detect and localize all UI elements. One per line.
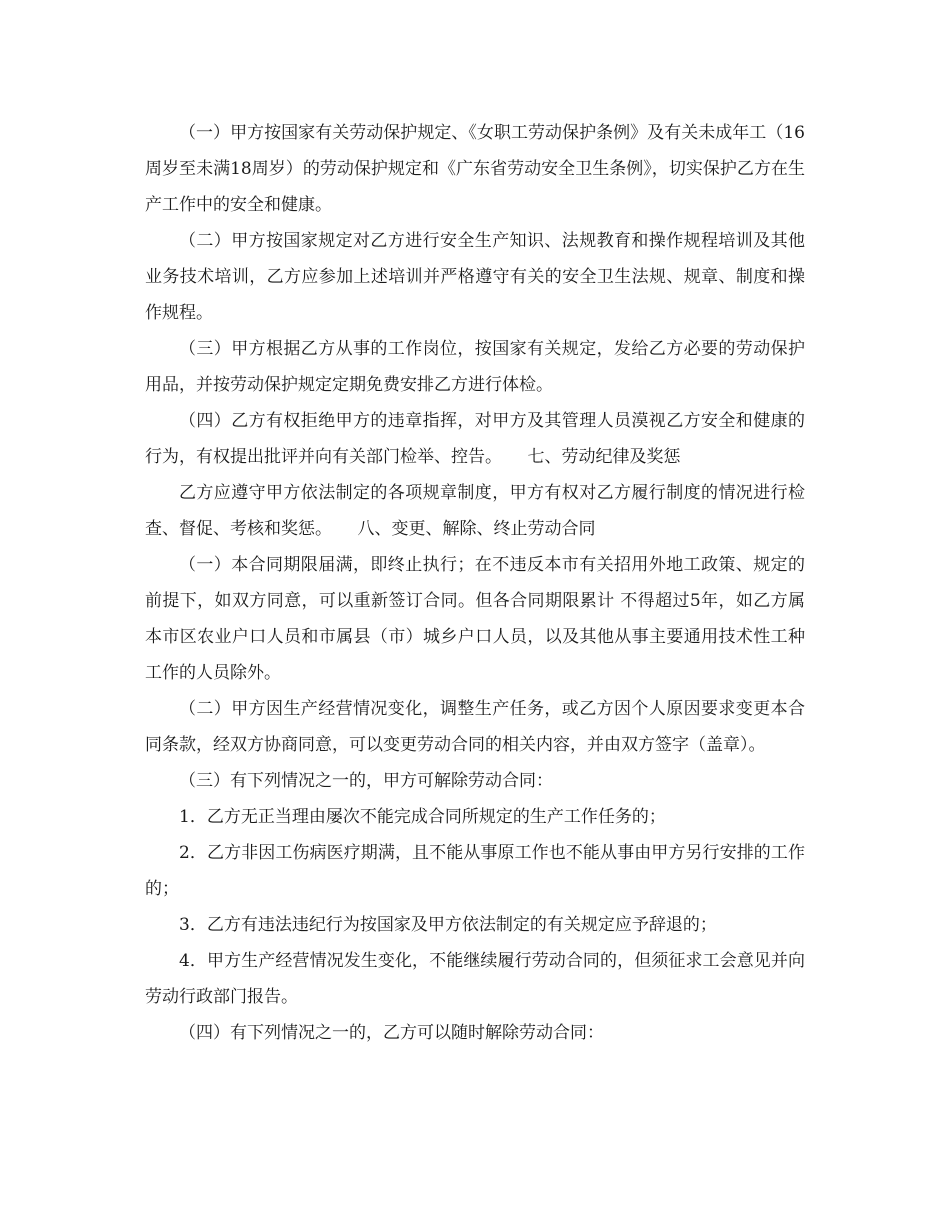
list-item-termination-2: 2．乙方非因工伤病医疗期满，且不能从事原工作也不能从事由甲方另行安排的工作的； (145, 843, 805, 899)
paragraph-employer-termination: （三）有下列情况之一的，甲方可解除劳动合同： (179, 771, 553, 791)
paragraph-labor-protection-1: （一）甲方按国家有关劳动保护规定、《女职工劳动保护条例》及有关未成年工（16周岁至未满18周岁）的劳动保护规定和《广东省劳动安全卫生条例》，切实保护乙方在生产工作中的安全和健康。 (145, 123, 805, 215)
list-item-termination-1: 1．乙方无正当理由屡次不能完成合同所规定的生产工作任务的； (179, 807, 666, 827)
paragraph-labor-protection-2: （二）甲方按国家规定对乙方进行安全生产知识、法规教育和操作规程培训及其他业务技术培训，乙方应参加上述培训并严格遵守有关的安全卫生法规、规章、制度和操作规程。 (145, 231, 805, 323)
list-item-termination-4: 4．甲方生产经营情况发生变化，不能继续履行劳动合同的，但须征求工会意见并向劳动行政部门报告。 (145, 951, 805, 1007)
list-item-termination-3: 3．乙方有违法违纪行为按国家及甲方依法制定的有关规定应予辞退的； (179, 915, 717, 935)
paragraph-contract-term: （一）本合同期限届满，即终止执行；在不违反本市有关招用外地工政策、规定的前提下，如双方同意，可以重新签订合同。但各合同期限累计 不得超过5年，如乙方属本市区农业户口人员和市属县（市）城乡户口人员，以及其他从事主要通用技术性工种工作的人员除外。 (145, 555, 805, 683)
paragraph-labor-protection-3: （三）甲方根据乙方从事的工作岗位，按国家有关规定，发给乙方必要的劳动保护用品，并按劳动保护规定定期免费安排乙方进行体检。 (145, 339, 805, 395)
paragraph-employee-termination: （四）有下列情况之一的，乙方可以随时解除劳动合同： (179, 1023, 604, 1043)
paragraph-contract-change: （二）甲方因生产经营情况变化，调整生产任务，或乙方因个人原因要求变更本合同条款，经双方协商同意，可以变更劳动合同的相关内容，并由双方签字（盖章）。 (145, 699, 805, 755)
paragraph-labor-protection-4: （四）乙方有权拒绝甲方的违章指挥，对甲方及其管理人员漠视乙方安全和健康的行为，有权提出批评并向有关部门检举、控告。 七、劳动纪律及奖惩 (145, 411, 805, 467)
document-page (145, 115, 805, 1051)
paragraph-discipline: 乙方应遵守甲方依法制定的各项规章制度，甲方有权对乙方履行制度的情况进行检查、督促、考核和奖惩。 八、变更、解除、终止劳动合同 (145, 483, 805, 539)
